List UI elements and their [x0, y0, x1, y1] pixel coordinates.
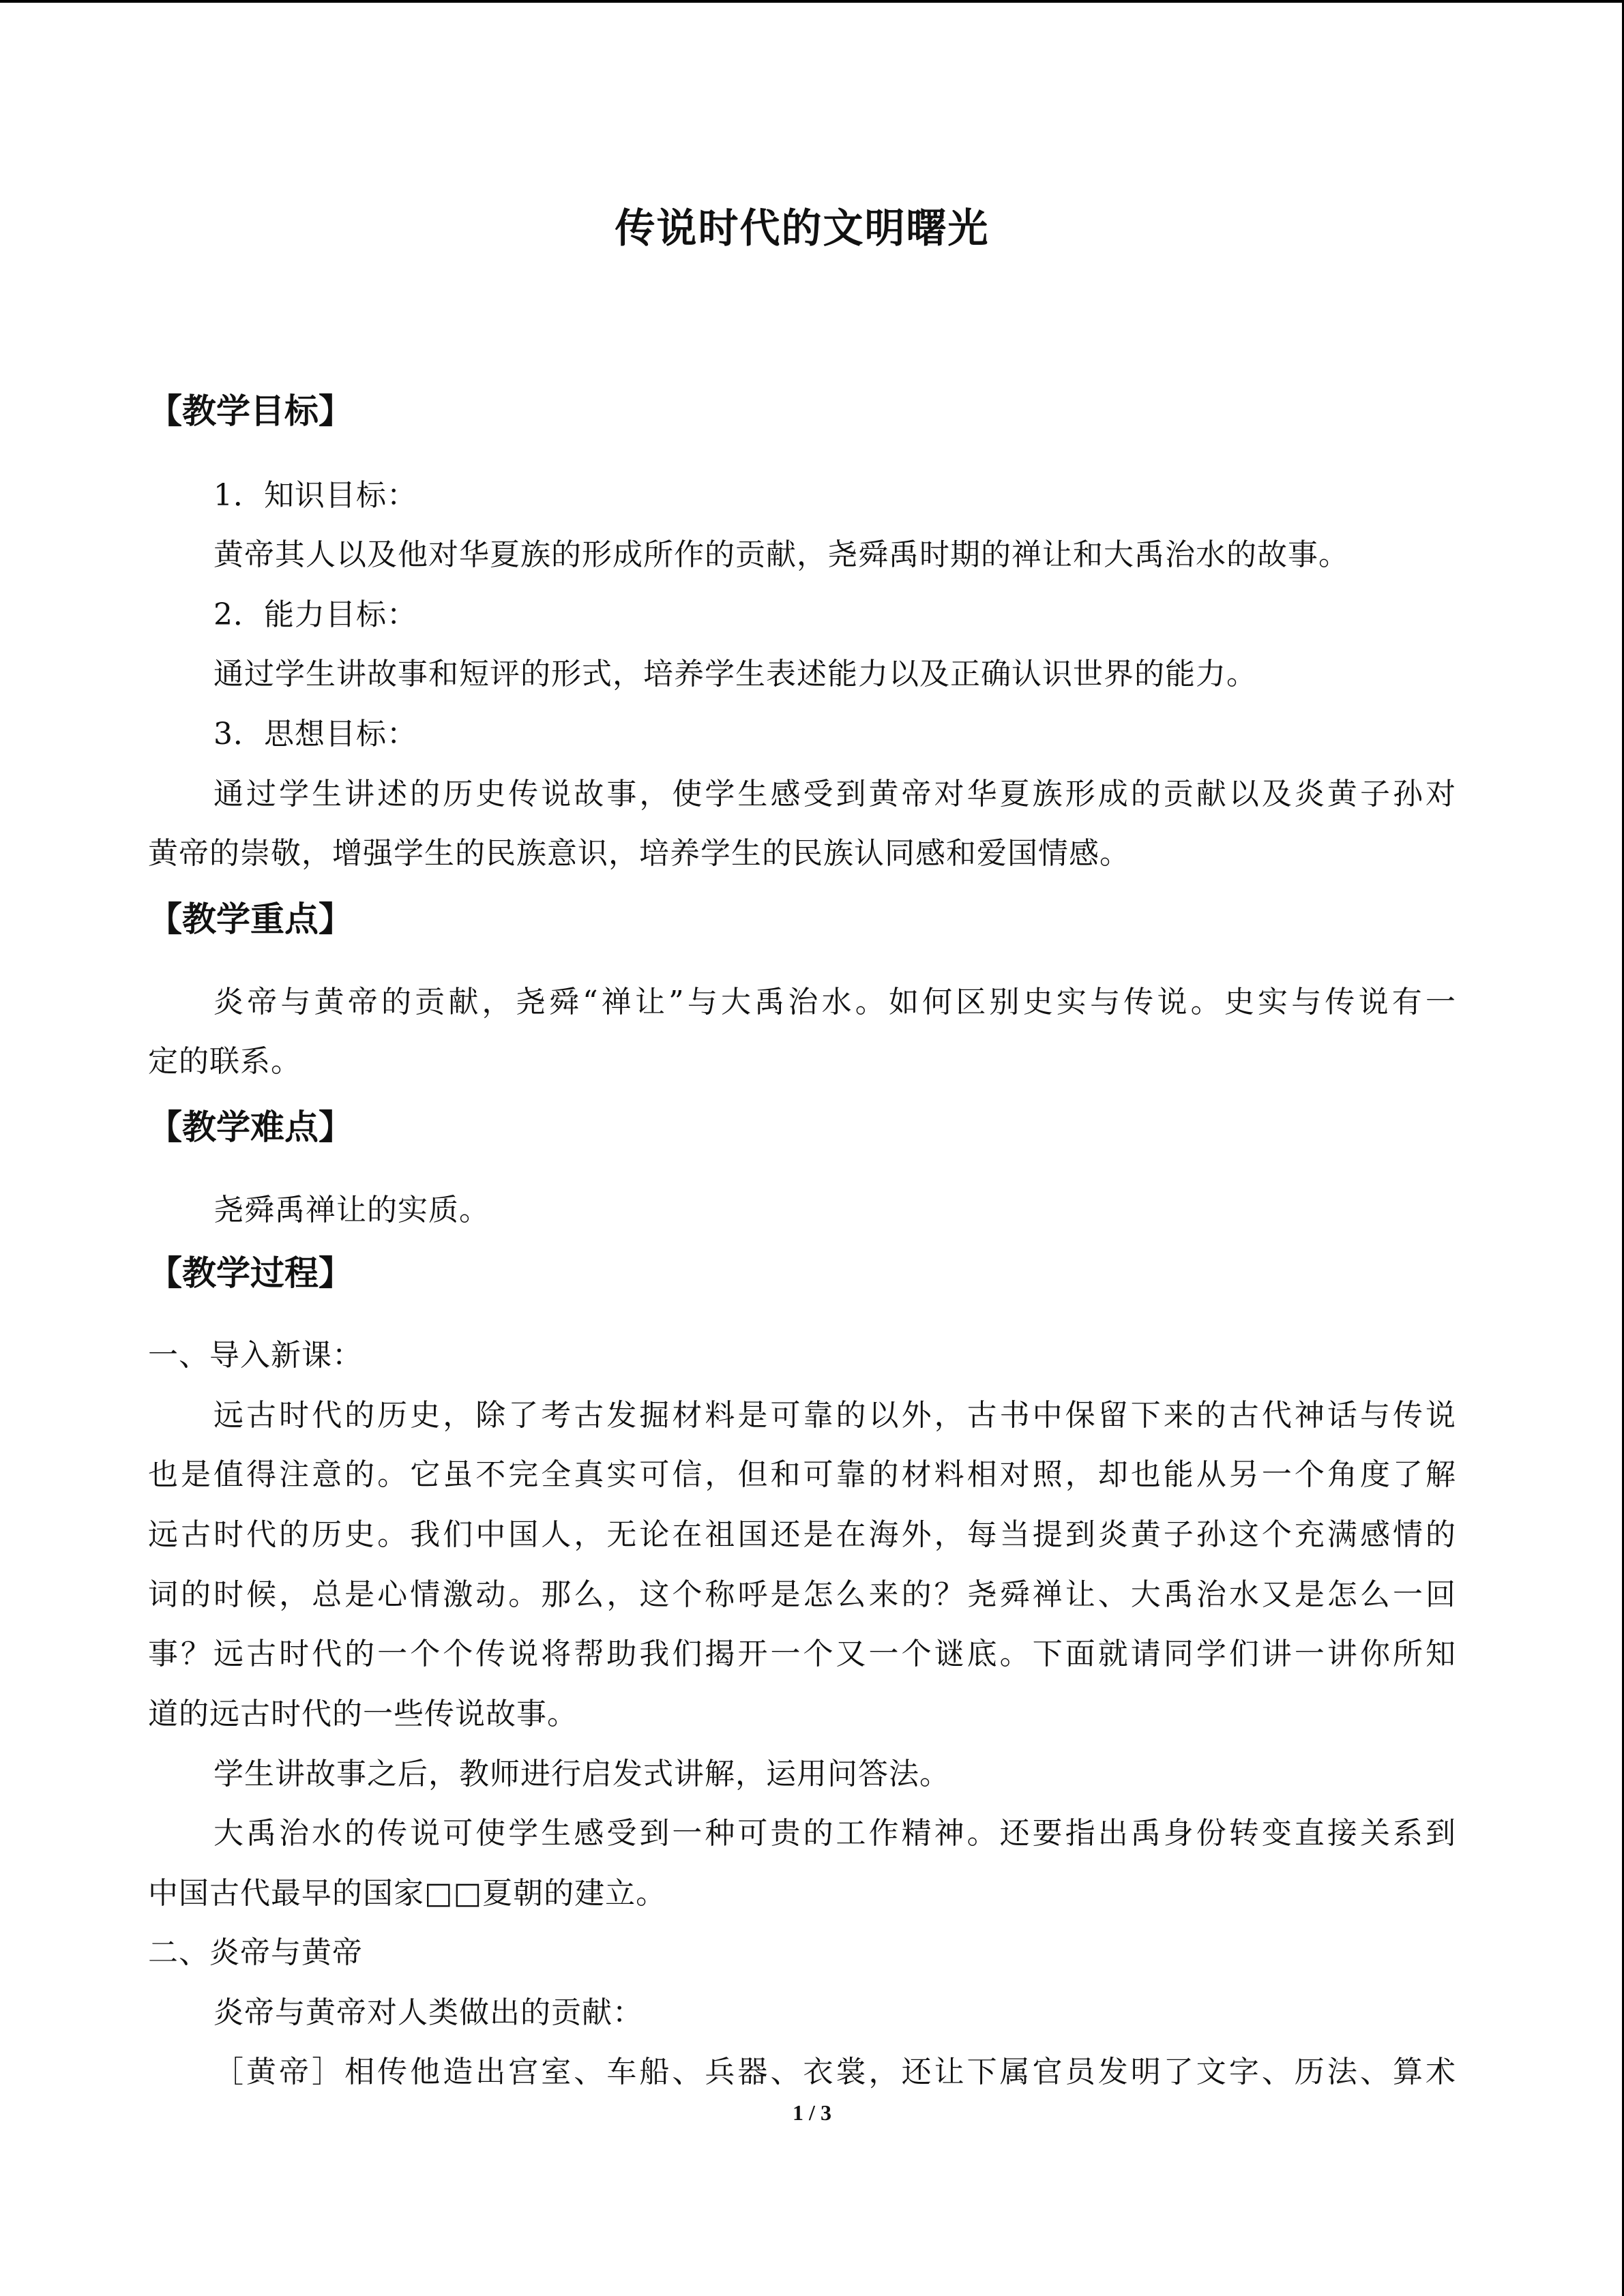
page-number: 1 / 3 — [793, 2100, 831, 2125]
contributions-intro: 炎帝与黄帝对人类做出的贡献： — [213, 1995, 643, 2030]
knowledge-goal-label: 1．知识目标： — [213, 478, 417, 513]
intro-paragraph-line-3: 远古时代的历史。我们中国人，无论在祖国还是在海外，每当提到炎黄子孙这个充满感情的 — [148, 1517, 1456, 1552]
heading-teaching-process: 【教学过程】 — [148, 1253, 353, 1293]
intro-paragraph-line-1: 远古时代的历史，除了考古发掘材料是可靠的以外，古书中保留下来的古代神话与传说 — [213, 1398, 1456, 1433]
process-part-1-title: 一、导入新课： — [148, 1338, 363, 1373]
heading-teaching-goals: 【教学目标】 — [148, 391, 353, 431]
document-title: 传说时代的文明曙光 — [615, 205, 990, 252]
teacher-note: 学生讲故事之后，教师进行启发式讲解，运用问答法。 — [213, 1757, 950, 1791]
yu-paragraph-line-2: 中国古代最早的国家□□夏朝的建立。 — [148, 1876, 667, 1911]
intro-paragraph-line-5: 事？远古时代的一个个传说将帮助我们揭开一个又一个谜底。下面就请同学们讲一讲你所知 — [148, 1637, 1456, 1671]
intro-paragraph-line-2: 也是值得注意的。它虽不完全真实可信，但和可靠的材料相对照，却也能从另一个角度了解 — [148, 1457, 1456, 1492]
huangdi-contribution-line: ［黄帝］相传他造出宫室、车船、兵器、衣裳，还让下属官员发明了文字、历法、算术 — [213, 2055, 1456, 2089]
thought-goal-label: 3．思想目标： — [213, 717, 417, 751]
heading-key-points: 【教学重点】 — [148, 899, 353, 939]
yu-paragraph-line-1: 大禹治水的传说可使学生感受到一种可贵的工作精神。还要指出禹身份转变直接关系到 — [213, 1816, 1456, 1851]
intro-paragraph-line-6: 道的远古时代的一些传说故事。 — [148, 1697, 578, 1731]
thought-goal-text-line-2: 黄帝的崇敬，增强学生的民族意识，培养学生的民族认同感和爱国情感。 — [148, 836, 1130, 871]
process-part-2-title: 二、炎帝与黄帝 — [148, 1935, 363, 1970]
key-points-text-line-2: 定的联系。 — [148, 1044, 301, 1079]
page-top-border — [0, 0, 1624, 3]
difficulties-text: 尧舜禹禅让的实质。 — [213, 1193, 490, 1227]
ability-goal-label: 2．能力目标： — [213, 597, 417, 632]
key-points-text-line-1: 炎帝与黄帝的贡献，尧舜“禅让”与大禹治水。如何区别史实与传说。史实与传说有一 — [213, 985, 1456, 1019]
ability-goal-text: 通过学生讲故事和短评的形式，培养学生表述能力以及正确认识世界的能力。 — [213, 657, 1257, 691]
intro-paragraph-line-4: 词的时候，总是心情激动。那么，这个称呼是怎么来的？尧舜禅让、大禹治水又是怎么一回 — [148, 1577, 1456, 1612]
thought-goal-text-line-1: 通过学生讲述的历史传说故事，使学生感受到黄帝对华夏族形成的贡献以及炎黄子孙对 — [213, 777, 1456, 811]
heading-difficulties: 【教学难点】 — [148, 1107, 353, 1147]
knowledge-goal-text: 黄帝其人以及他对华夏族的形成所作的贡献，尧舜禹时期的禅让和大禹治水的故事。 — [213, 537, 1349, 572]
